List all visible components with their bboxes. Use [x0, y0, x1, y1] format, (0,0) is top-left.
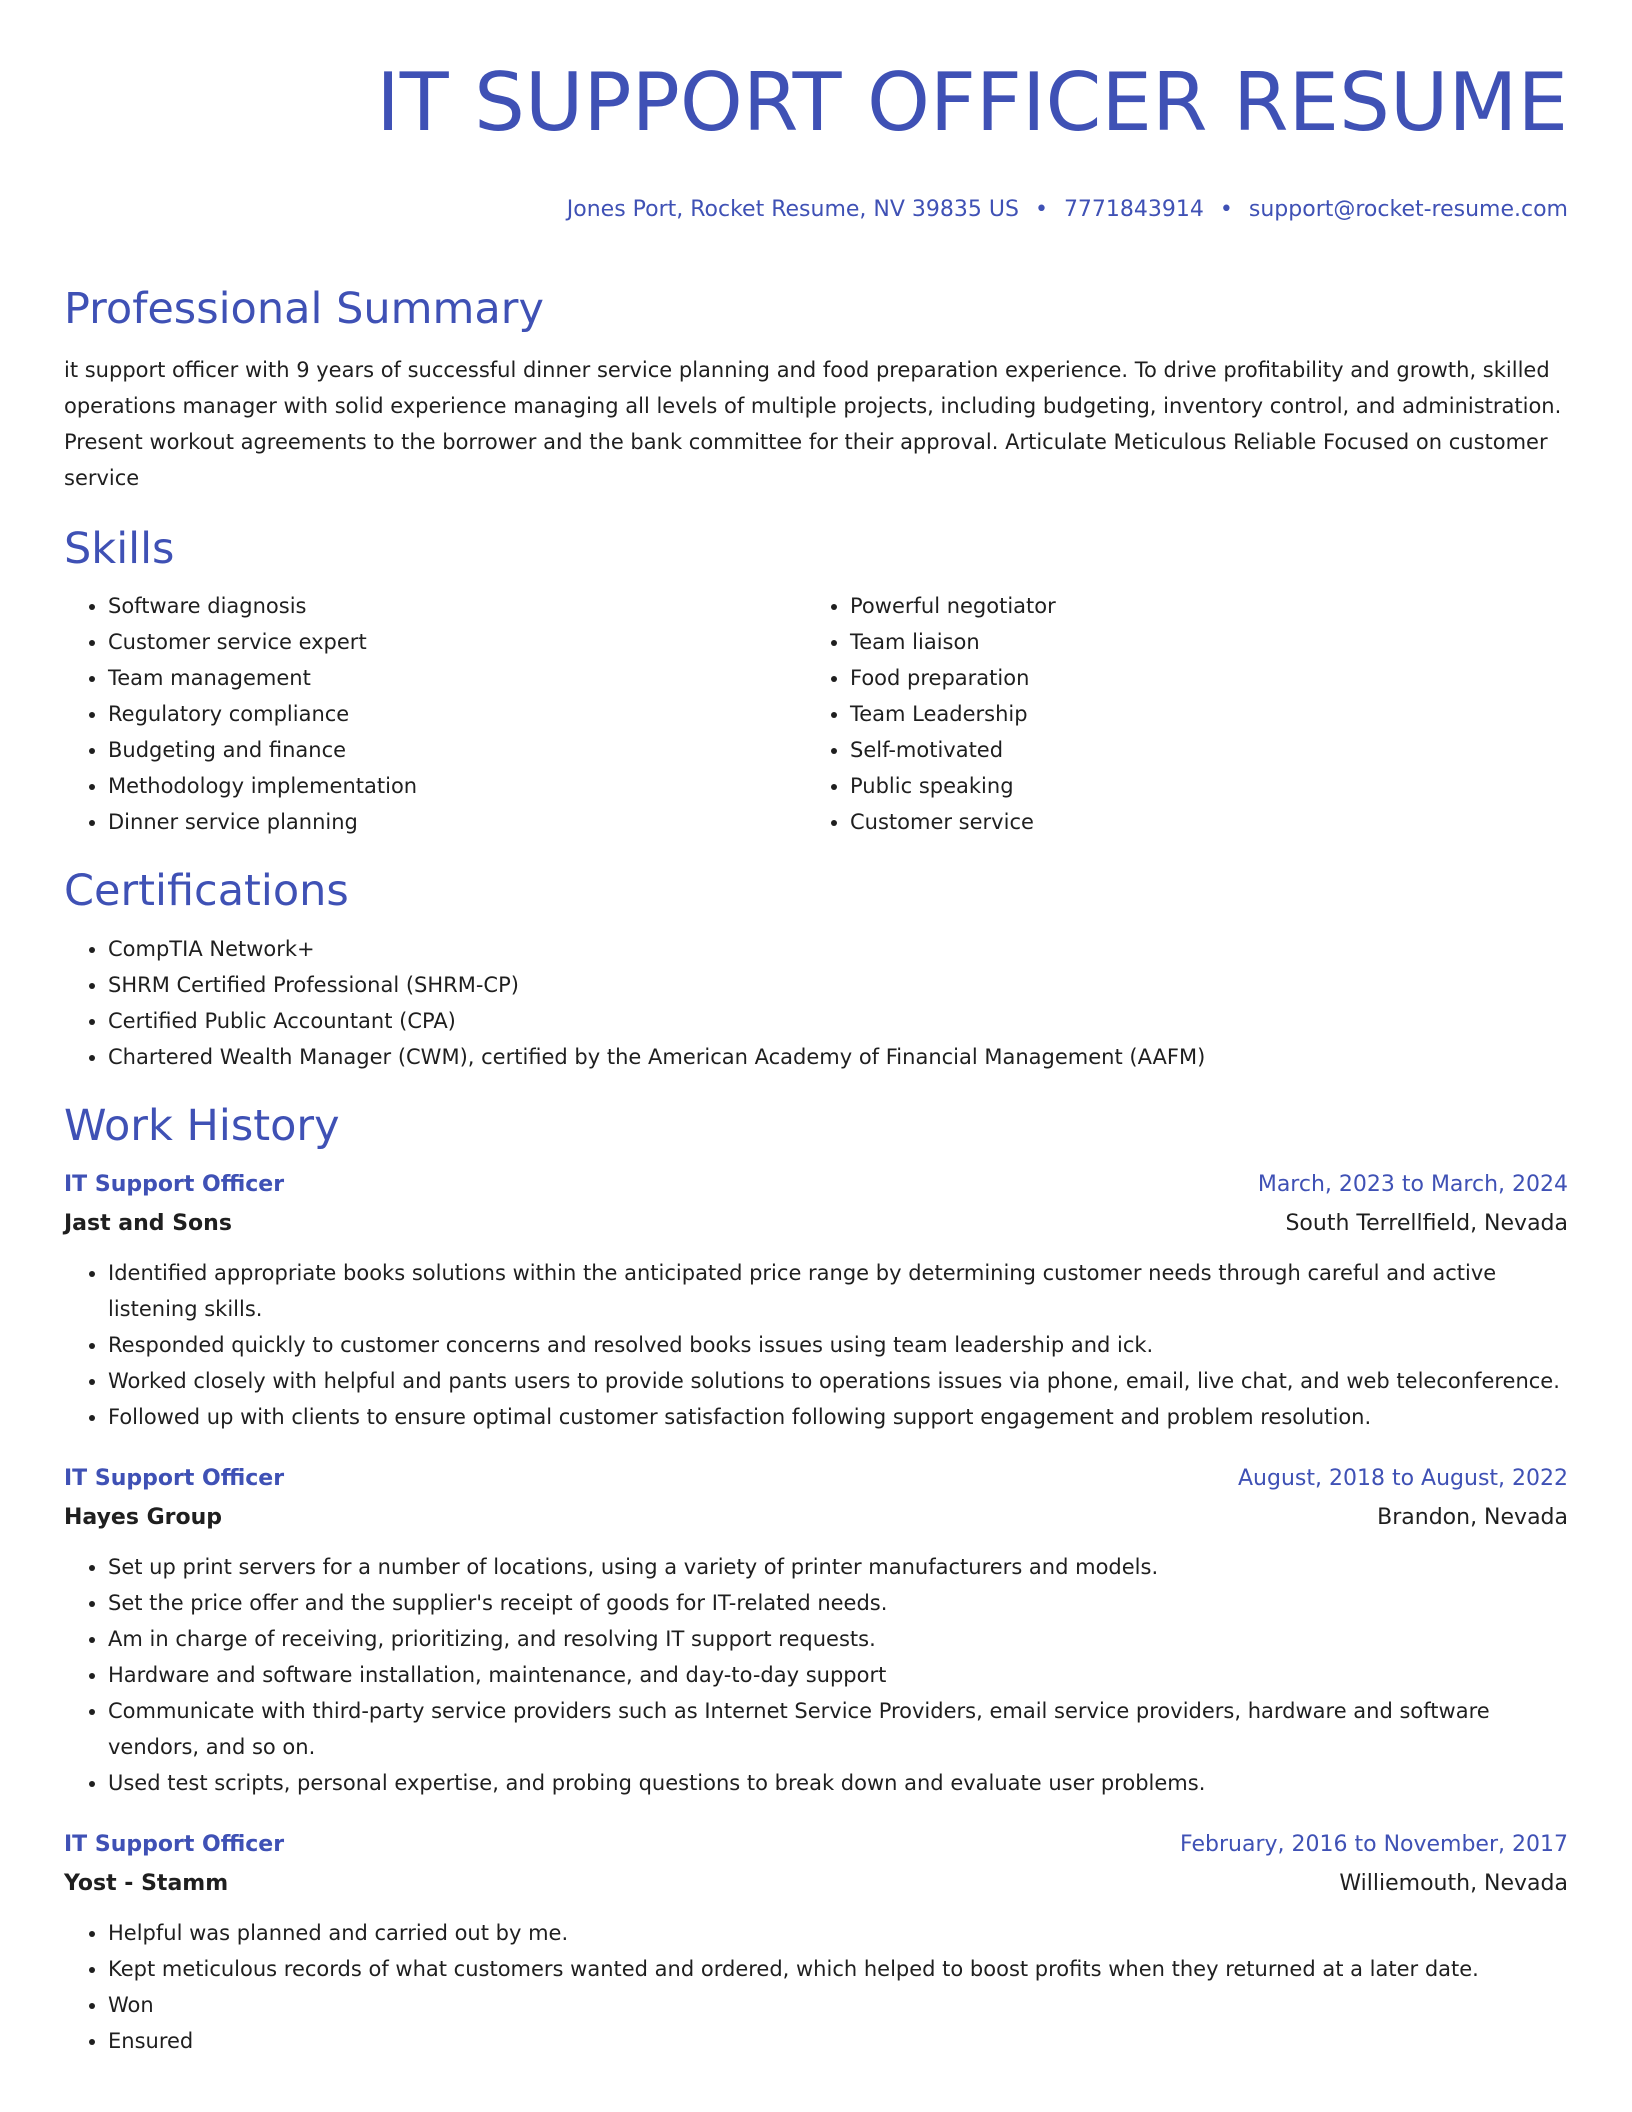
- skill-item: • Regulatory compliance: [108, 696, 806, 732]
- job-header-row: [64, 1165, 1568, 1205]
- skills-right-list: [806, 588, 1548, 840]
- resume-header: [64, 52, 1568, 224]
- job-header-row: [64, 1825, 1568, 1865]
- skills-section: [64, 524, 1568, 840]
- skill-item: • Dinner service planning: [108, 804, 806, 840]
- job-bullet: • Kept meticulous records of what customers wanted and ordered, which helped to boost profits when they returned at a later date.: [108, 1951, 1568, 1987]
- contact-separator: •: [1219, 197, 1233, 222]
- section-title-work-history: Work History: [64, 1101, 340, 1151]
- job-header-row: [64, 1459, 1568, 1499]
- job-dates: August, 2018 to August, 2022: [1238, 1466, 1568, 1491]
- job-entry: [64, 1165, 1568, 1435]
- job-bullet: • Set the price offer and the supplier's receipt of goods for IT-related needs.: [108, 1585, 1568, 1621]
- job-location: Williemouth, Nevada: [1339, 1871, 1568, 1896]
- job-bullet: • Won: [108, 1987, 1568, 2023]
- certification-item: • Certified Public Accountant (CPA): [108, 1003, 1568, 1039]
- job-entry: [64, 1825, 1568, 2059]
- skill-item: • Budgeting and finance: [108, 732, 806, 768]
- section-title-professional-summary: Professional Summary: [64, 284, 544, 334]
- contact-email: support@rocket-resume.com: [1248, 197, 1568, 222]
- job-company: Hayes Group: [64, 1505, 223, 1530]
- certifications-section: [64, 866, 1568, 1075]
- job-bullet: • Helpful was planned and carried out by me.: [108, 1915, 1568, 1951]
- job-bullet: • Responded quickly to customer concerns and resolved books issues using team leadership and ick.: [108, 1327, 1568, 1363]
- job-location: South Terrellfield, Nevada: [1285, 1211, 1568, 1236]
- job-location: Brandon, Nevada: [1377, 1505, 1568, 1530]
- job-entry: [64, 1459, 1568, 1801]
- job-bullets: [64, 1915, 1568, 2059]
- skill-item: • Customer service: [850, 804, 1548, 840]
- job-bullet: • Hardware and software installation, maintenance, and day-to-day support: [108, 1657, 1568, 1693]
- certification-item: • CompTIA Network+: [108, 931, 1568, 967]
- skill-item: • Methodology implementation: [108, 768, 806, 804]
- job-company: Jast and Sons: [64, 1211, 232, 1236]
- job-position: IT Support Officer: [64, 1172, 285, 1197]
- professional-summary-section: [64, 284, 1568, 496]
- job-bullet: • Used test scripts, personal expertise, and probing questions to break down and evaluate user problems.: [108, 1765, 1568, 1801]
- job-dates: March, 2023 to March, 2024: [1257, 1172, 1568, 1197]
- contact-line: [64, 196, 1568, 224]
- job-company-row: [64, 1205, 1568, 1243]
- job-bullet: • Communicate with third-party service providers such as Internet Service Providers, email service providers, hardware and software vendors, and so on.: [108, 1693, 1568, 1765]
- skill-item: • Customer service expert: [108, 624, 806, 660]
- job-bullet: • Set up print servers for a number of locations, using a variety of printer manufacturers and models.: [108, 1549, 1568, 1585]
- job-bullets: [64, 1549, 1568, 1801]
- skills-columns: [64, 588, 1568, 840]
- skill-item: • Food preparation: [850, 660, 1548, 696]
- job-company: Yost - Stamm: [64, 1871, 229, 1896]
- job-bullet: • Ensured: [108, 2023, 1568, 2059]
- job-position: IT Support Officer: [64, 1832, 285, 1857]
- job-company-row: [64, 1865, 1568, 1903]
- resume-title: IT SUPPORT OFFICER RESUME: [376, 56, 1568, 149]
- job-company-row: [64, 1499, 1568, 1537]
- skills-left-list: [64, 588, 806, 840]
- contact-separator: •: [1034, 197, 1048, 222]
- contact-address: Jones Port, Rocket Resume, NV 39835 US: [566, 197, 1019, 222]
- certifications-list: [64, 931, 1568, 1075]
- job-bullet: • Followed up with clients to ensure optimal customer satisfaction following support engagement and problem resolution.: [108, 1399, 1568, 1435]
- skill-item: • Public speaking: [850, 768, 1548, 804]
- job-bullet: • Am in charge of receiving, prioritizing, and resolving IT support requests.: [108, 1621, 1568, 1657]
- skill-item: • Self-motivated: [850, 732, 1548, 768]
- job-bullet: • Worked closely with helpful and pants users to provide solutions to operations issues via phone, email, live chat, and web teleconference.: [108, 1363, 1568, 1399]
- skill-item: • Team liaison: [850, 624, 1548, 660]
- job-position: IT Support Officer: [64, 1466, 285, 1491]
- certification-item: • SHRM Certified Professional (SHRM-CP): [108, 967, 1568, 1003]
- skill-item: • Powerful negotiator: [850, 588, 1548, 624]
- job-dates: February, 2016 to November, 2017: [1180, 1832, 1568, 1857]
- certification-item: • Chartered Wealth Manager (CWM), certified by the American Academy of Financial Management (AAFM): [108, 1039, 1568, 1075]
- section-title-skills: Skills: [64, 524, 175, 574]
- skill-item: • Team Leadership: [850, 696, 1548, 732]
- skill-item: • Software diagnosis: [108, 588, 806, 624]
- work-history-section: [64, 1101, 1568, 2059]
- job-bullets: [64, 1255, 1568, 1435]
- skill-item: • Team management: [108, 660, 806, 696]
- job-bullet: • Identified appropriate books solutions within the anticipated price range by determining customer needs through careful and active listening skills.: [108, 1255, 1568, 1327]
- summary-text: it support officer with 9 years of successful dinner service planning and food preparation experience. To drive profitability and growth, skilled operations manager with solid experience managing all levels of multiple projects, including budgeting, inventory control, and administration. Present workout agreements to the borrower and the bank committee for their approval. Articulate Meticulous Reliable Focused on customer service: [64, 358, 1562, 490]
- contact-phone: 7771843914: [1063, 197, 1204, 222]
- section-title-certifications: Certifications: [64, 866, 349, 916]
